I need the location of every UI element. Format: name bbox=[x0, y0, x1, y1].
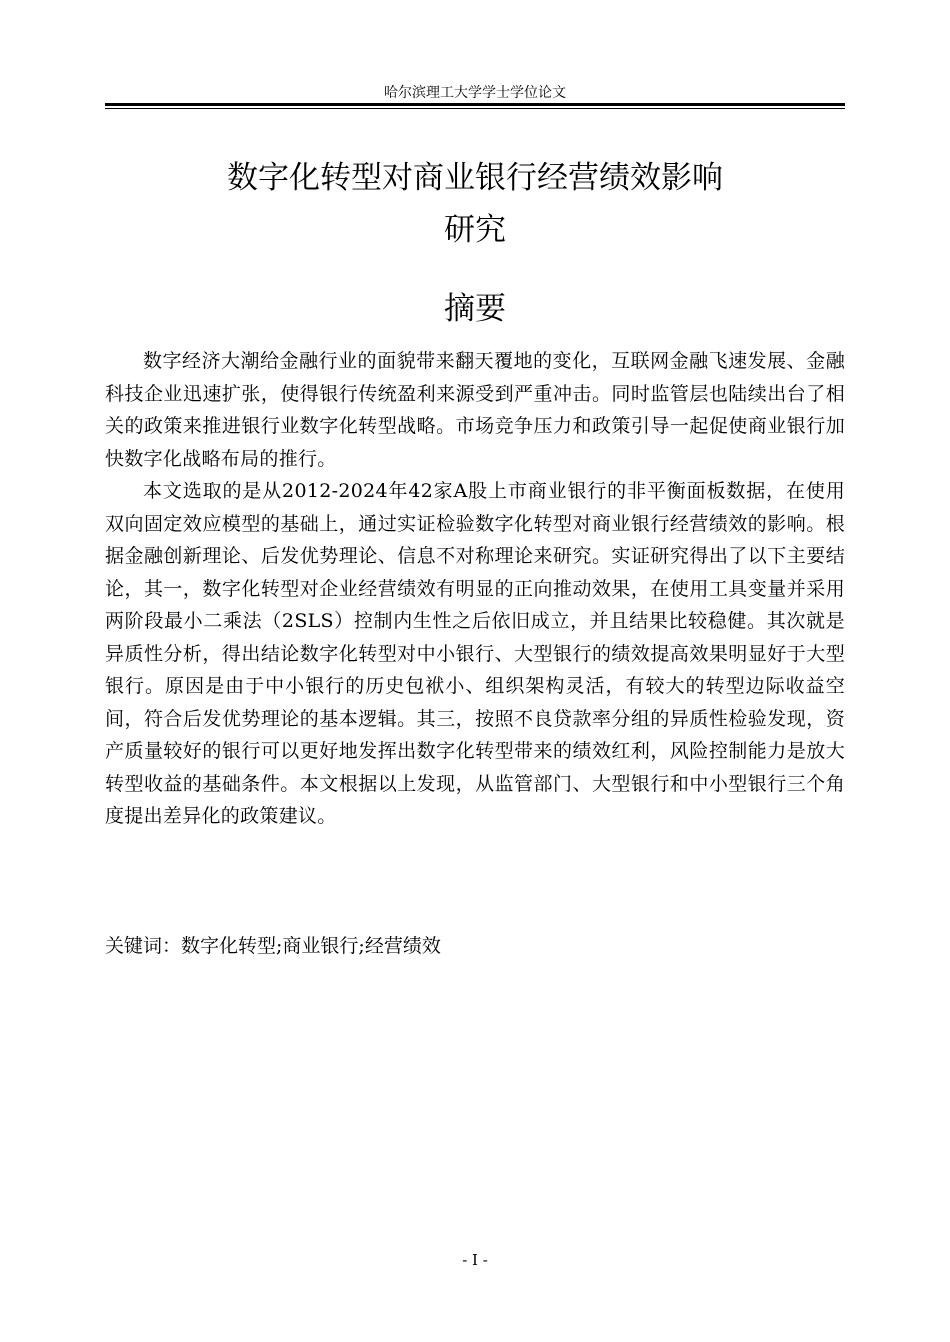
running-header: 哈尔滨理工大学学士学位论文 bbox=[384, 85, 566, 101]
keywords-values: 数字化转型;商业银行;经营绩效 bbox=[181, 935, 441, 957]
abstract-heading: 摘要 bbox=[444, 291, 506, 327]
thesis-title bbox=[105, 152, 845, 256]
keywords bbox=[105, 930, 845, 962]
abstract-paragraph-2: 本文选取的是从2012-2024年42家A股上市商业银行的非平衡面板数据，在使用双向固定效应模型的基础上，通过实证检验数字化转型对商业银行经营绩效的影响。根据金融创新理论、后发优势理论、信息不对称理论来研究。实证研究得出了以下主要结论，其一，数字化转型对企业经营绩效有明显的正向推动效果，在使用工具变量并采用两阶段最小二乘法（2SLS）控制内生性之后依旧成立，并且结果比较稳健。其次就是异质性分析，得出结论数字化转型对中小银行、大型银行的绩效提高效果明显好于大型银行。原因是由于中小银行的历史包袱小、组织架构灵活，有较大的转型边际收益空间，符合后发优势理论的基本逻辑。其三，按照不良贷款率分组的异质性检验发现，资产质量较好的银行可以更好地发挥出数字化转型带来的绩效红利，风险控制能力是放大转型收益的基础条件。本文根据以上发现，从监管部门、大型银行和中小型银行三个角度提出差异化的政策建议。 bbox=[105, 480, 845, 827]
thesis-title-line-1: 数字化转型对商业银行经营绩效影响 bbox=[227, 160, 723, 196]
page-number: - I - bbox=[462, 1251, 488, 1269]
abstract-body bbox=[105, 345, 845, 833]
header-rule-thin bbox=[105, 108, 845, 109]
thesis-title-line-2: 研究 bbox=[444, 212, 506, 248]
keywords-label: 关键词： bbox=[105, 935, 182, 957]
header-rule-thick bbox=[105, 103, 845, 106]
abstract-paragraph-1: 数字经济大潮给金融行业的面貌带来翻天覆地的变化，互联网金融飞速发展、金融科技企业迅速扩张，使得银行传统盈利来源受到严重冲击。同时监管层也陆续出台了相关的政策来推进银行业数字化转型战略。市场竞争压力和政策引导一起促使商业银行加快数字化战略布局的推行。 bbox=[105, 350, 845, 470]
